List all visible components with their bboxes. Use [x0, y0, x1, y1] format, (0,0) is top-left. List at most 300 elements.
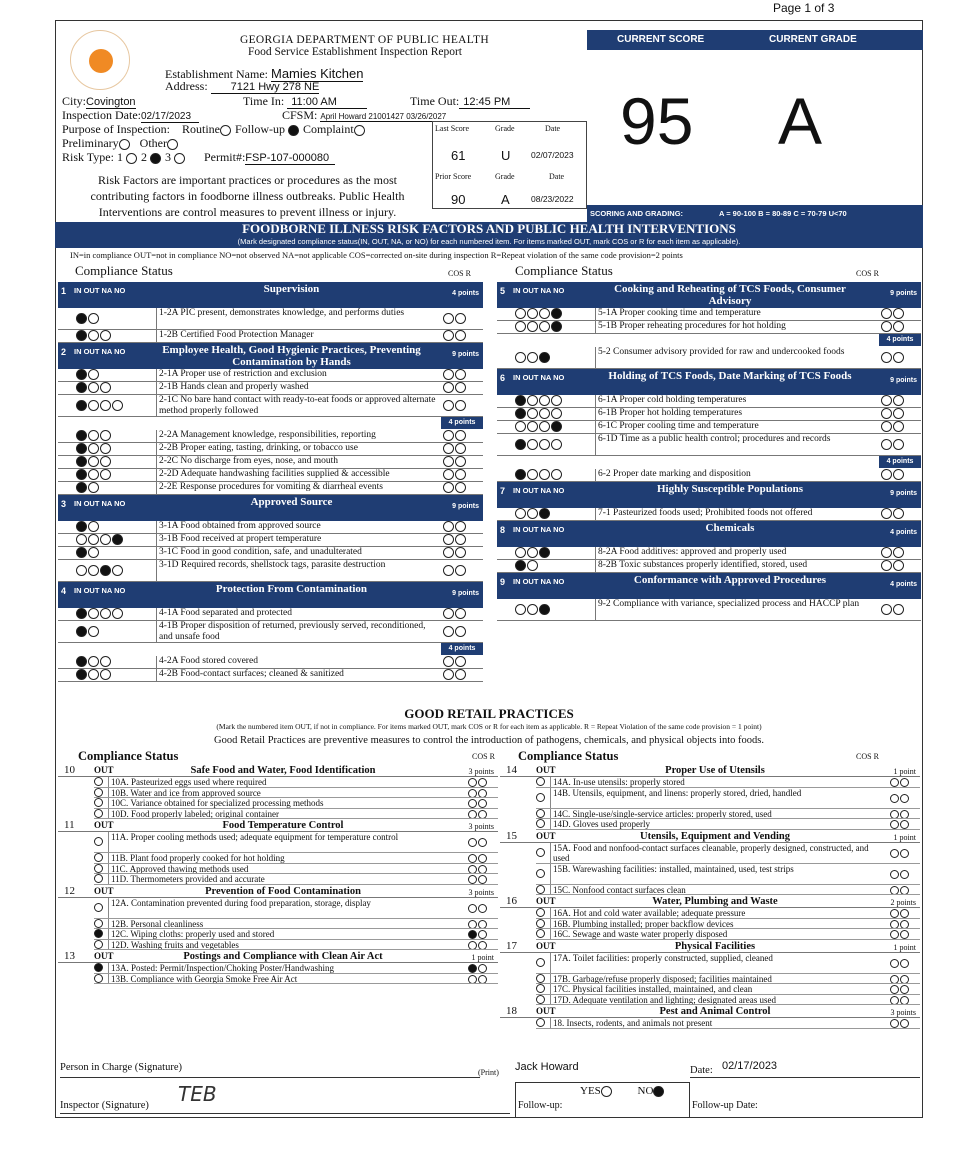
r-radio[interactable] — [900, 975, 909, 984]
status-out-radio[interactable] — [527, 395, 538, 406]
cos-r-boxes — [890, 819, 910, 829]
current-score-label: CURRENT SCORE — [617, 34, 705, 45]
cos-radio[interactable] — [890, 849, 899, 858]
r-radio[interactable] — [455, 669, 466, 680]
status-na-radio[interactable] — [539, 547, 550, 558]
cos-radio[interactable] — [890, 909, 899, 918]
status-in-radio[interactable] — [515, 352, 526, 363]
r-radio[interactable] — [900, 870, 909, 879]
status-na-radio[interactable] — [100, 330, 111, 341]
status-out-radio[interactable] — [88, 456, 99, 467]
status-out-radio[interactable] — [88, 565, 99, 576]
r-radio[interactable] — [900, 985, 909, 994]
complaint-radio[interactable] — [354, 125, 365, 136]
cos-radio[interactable] — [443, 456, 454, 467]
item-text: 5-1B Proper reheating procedures for hot holding — [595, 321, 879, 334]
out-radio[interactable] — [536, 809, 545, 818]
section-points: 9 points — [452, 503, 479, 510]
status-out-radio[interactable] — [88, 626, 99, 637]
cos-radio[interactable] — [890, 1019, 899, 1028]
status-na-radio[interactable] — [100, 443, 111, 454]
item-text: 16A. Hot and cold water available; adequate pressure — [550, 908, 870, 919]
cos-radio[interactable] — [881, 508, 892, 519]
agency-title: GEORGIA DEPARTMENT OF PUBLIC HEALTH — [240, 34, 489, 46]
cos-radio[interactable] — [443, 313, 454, 324]
r-radio[interactable] — [893, 321, 904, 332]
status-na-radio[interactable] — [539, 469, 550, 480]
status-na-radio[interactable] — [539, 508, 550, 519]
r-radio[interactable] — [893, 560, 904, 571]
r-radio[interactable] — [893, 604, 904, 615]
gr-left-item — [94, 777, 498, 788]
out-radio[interactable] — [94, 963, 103, 972]
out-radio[interactable] — [94, 919, 103, 928]
cos-radio[interactable] — [890, 886, 899, 895]
r-radio[interactable] — [478, 789, 487, 798]
status-in-radio[interactable] — [76, 369, 87, 380]
r-radio[interactable] — [478, 865, 487, 874]
good-retail-title: GOOD RETAIL PRACTICES — [404, 706, 574, 721]
status-in-radio[interactable] — [515, 469, 526, 480]
status-in-radio[interactable] — [515, 421, 526, 432]
cos-radio[interactable] — [443, 369, 454, 380]
r-radio[interactable] — [893, 469, 904, 480]
out-radio[interactable] — [94, 798, 103, 807]
status-in-radio[interactable] — [515, 395, 526, 406]
item-text: 4-2B Food-contact surfaces; cleaned & sanitized — [156, 669, 441, 682]
cos-radio[interactable] — [468, 875, 477, 884]
cos-r-boxes — [443, 547, 467, 559]
cos-radio[interactable] — [468, 799, 477, 808]
followup-no-radio[interactable] — [653, 1086, 664, 1097]
status-out-radio[interactable] — [527, 352, 538, 363]
status-in-radio[interactable] — [76, 669, 87, 680]
out-radio[interactable] — [94, 777, 103, 786]
preliminary-radio[interactable] — [119, 139, 130, 150]
status-in-radio[interactable] — [515, 308, 526, 319]
status-in-radio[interactable] — [76, 443, 87, 454]
r-radio[interactable] — [478, 838, 487, 847]
cos-radio[interactable] — [468, 975, 477, 984]
status-in-radio[interactable] — [76, 313, 87, 324]
item-text: 10D. Food properly labeled; original container — [108, 809, 448, 820]
item-text: 17C. Physical facilities installed, maintained, and clean — [550, 984, 870, 995]
cos-radio[interactable] — [890, 794, 899, 803]
cos-r-boxes — [881, 395, 905, 407]
out-radio[interactable] — [536, 819, 545, 828]
cos-radio[interactable] — [468, 904, 477, 913]
status-in-radio[interactable] — [515, 321, 526, 332]
r-radio[interactable] — [478, 941, 487, 950]
status-in-radio[interactable] — [76, 608, 87, 619]
status-na-radio[interactable] — [539, 321, 550, 332]
print-label: (Print) — [478, 1068, 499, 1077]
r-radio[interactable] — [455, 565, 466, 576]
cos-r-boxes — [443, 669, 467, 681]
status-in-radio[interactable] — [76, 400, 87, 411]
status-in-radio[interactable] — [76, 521, 87, 532]
r-radio[interactable] — [455, 469, 466, 480]
status-na-radio[interactable] — [100, 469, 111, 480]
cos-radio[interactable] — [443, 482, 454, 493]
status-no-radio[interactable] — [551, 395, 562, 406]
status-out-radio[interactable] — [88, 608, 99, 619]
status-no-radio[interactable] — [551, 469, 562, 480]
cos-radio[interactable] — [890, 920, 899, 929]
status-out-radio[interactable] — [527, 604, 538, 615]
risk-2-radio[interactable] — [150, 153, 161, 164]
status-in-radio[interactable] — [76, 469, 87, 480]
section-label: Pest and Animal Control — [659, 1006, 771, 1017]
r-radio[interactable] — [455, 456, 466, 467]
status-out-radio[interactable] — [527, 560, 538, 571]
status-no-radio[interactable] — [551, 421, 562, 432]
last-grade: U — [501, 148, 511, 163]
status-no-radio[interactable] — [112, 565, 123, 576]
status-in-radio[interactable] — [76, 430, 87, 441]
status-no-radio[interactable] — [112, 534, 123, 545]
section-points: 9 points — [452, 590, 479, 597]
status-na-radio[interactable] — [539, 408, 550, 419]
out-radio[interactable] — [536, 958, 545, 967]
date-line — [690, 1077, 920, 1078]
out-radio[interactable] — [94, 903, 103, 912]
r-radio[interactable] — [478, 975, 487, 984]
status-in-radio[interactable] — [515, 508, 526, 519]
status-out-radio[interactable] — [527, 547, 538, 558]
cos-radio[interactable] — [468, 854, 477, 863]
section-label: Protection From Contamination — [215, 583, 368, 595]
r-radio[interactable] — [900, 849, 909, 858]
r-radio[interactable] — [900, 920, 909, 929]
r-radio[interactable] — [893, 547, 904, 558]
cos-radio[interactable] — [881, 308, 892, 319]
status-out-radio[interactable] — [88, 482, 99, 493]
out-radio[interactable] — [94, 788, 103, 797]
out-radio[interactable] — [536, 919, 545, 928]
rf-right-section-5 — [497, 282, 921, 308]
cos-radio[interactable] — [890, 959, 899, 968]
cos-radio[interactable] — [443, 656, 454, 667]
gr-right-item — [536, 788, 920, 809]
cos-radio[interactable] — [468, 778, 477, 787]
item-text: 16B. Plumbing installed; proper backflow devices — [550, 919, 870, 930]
status-out-radio[interactable] — [88, 534, 99, 545]
out-radio[interactable] — [536, 885, 545, 894]
purpose-row: Purpose of Inspection: Routine Follow-up Complaint — [62, 122, 366, 137]
status-na-radio[interactable] — [539, 308, 550, 319]
status-in-radio[interactable] — [515, 439, 526, 450]
r-radio[interactable] — [900, 1019, 909, 1028]
out-radio[interactable] — [94, 809, 103, 818]
cos-radio[interactable] — [881, 421, 892, 432]
status-out-radio[interactable] — [88, 521, 99, 532]
out-radio[interactable] — [94, 837, 103, 846]
status-out-radio[interactable] — [88, 313, 99, 324]
r-radio[interactable] — [478, 854, 487, 863]
status-na-radio[interactable] — [100, 456, 111, 467]
out-radio[interactable] — [536, 929, 545, 938]
status-out-radio[interactable] — [527, 408, 538, 419]
r-radio[interactable] — [455, 400, 466, 411]
status-in-radio[interactable] — [76, 330, 87, 341]
item-text: 2-1B Hands clean and properly washed — [156, 382, 441, 395]
r-radio[interactable] — [900, 959, 909, 968]
status-no-radio[interactable] — [551, 308, 562, 319]
r-radio[interactable] — [478, 904, 487, 913]
cos-radio[interactable] — [881, 395, 892, 406]
cos-r-boxes — [443, 608, 467, 620]
r-radio[interactable] — [900, 820, 909, 829]
status-na-radio[interactable] — [100, 430, 111, 441]
r-radio[interactable] — [455, 369, 466, 380]
risk-1-radio[interactable] — [126, 153, 137, 164]
status-na-radio[interactable] — [100, 608, 111, 619]
cos-radio[interactable] — [890, 996, 899, 1005]
status-no-radio[interactable] — [551, 408, 562, 419]
r-radio[interactable] — [455, 330, 466, 341]
r-radio[interactable] — [478, 778, 487, 787]
out-radio[interactable] — [536, 869, 545, 878]
cos-radio[interactable] — [443, 626, 454, 637]
r-radio[interactable] — [900, 794, 909, 803]
r-radio[interactable] — [900, 996, 909, 1005]
cos-radio[interactable] — [443, 608, 454, 619]
cos-radio[interactable] — [881, 408, 892, 419]
cos-radio[interactable] — [443, 382, 454, 393]
cos-radio[interactable] — [881, 604, 892, 615]
r-radio[interactable] — [893, 408, 904, 419]
status-in-radio[interactable] — [76, 547, 87, 558]
status-in-radio[interactable] — [515, 560, 526, 571]
cos-radio[interactable] — [443, 547, 454, 558]
section-number: 8 — [500, 525, 506, 535]
out-radio[interactable] — [94, 940, 103, 949]
cos-radio[interactable] — [890, 820, 899, 829]
out-radio[interactable] — [536, 984, 545, 993]
status-in-radio[interactable] — [76, 656, 87, 667]
out-radio[interactable] — [536, 974, 545, 983]
item-text: 5-2 Consumer advisory provided for raw and undercooked foods — [595, 347, 879, 369]
status-no-radio[interactable] — [551, 321, 562, 332]
item-text: 3-1D Required records, shellstock tags, parasite destruction — [156, 560, 441, 582]
out-radio[interactable] — [94, 974, 103, 983]
status-out-radio[interactable] — [527, 308, 538, 319]
out-radio[interactable] — [536, 908, 545, 917]
gr-left-item — [94, 963, 498, 974]
status-out-radio[interactable] — [527, 439, 538, 450]
r-radio[interactable] — [455, 534, 466, 545]
out-label: OUT — [536, 830, 556, 841]
status-na-radio[interactable] — [539, 604, 550, 615]
r-radio[interactable] — [893, 395, 904, 406]
status-out-radio[interactable] — [88, 400, 99, 411]
out-radio[interactable] — [94, 929, 103, 938]
status-na-radio[interactable] — [100, 400, 111, 411]
r-radio[interactable] — [478, 810, 487, 819]
cos-radio[interactable] — [443, 400, 454, 411]
out-radio[interactable] — [94, 864, 103, 873]
status-in-radio[interactable] — [76, 565, 87, 576]
r-radio[interactable] — [893, 421, 904, 432]
other-radio[interactable] — [167, 139, 178, 150]
r-radio[interactable] — [455, 313, 466, 324]
section-number: 16 — [506, 895, 517, 907]
status-na-radio[interactable] — [100, 669, 111, 680]
status-na-radio[interactable] — [539, 421, 550, 432]
status-na-radio[interactable] — [100, 565, 111, 576]
cos-radio[interactable] — [468, 810, 477, 819]
followup-yes-radio[interactable] — [601, 1086, 612, 1097]
cos-radio[interactable] — [890, 975, 899, 984]
status-out-radio[interactable] — [527, 508, 538, 519]
status-in-radio[interactable] — [515, 408, 526, 419]
r-radio[interactable] — [455, 626, 466, 637]
out-radio[interactable] — [536, 1018, 545, 1027]
cos-radio[interactable] — [468, 941, 477, 950]
cos-radio[interactable] — [468, 838, 477, 847]
cos-radio[interactable] — [890, 930, 899, 939]
out-radio[interactable] — [536, 793, 545, 802]
r-radio[interactable] — [455, 382, 466, 393]
r-radio[interactable] — [455, 521, 466, 532]
cos-radio[interactable] — [443, 521, 454, 532]
cos-radio[interactable] — [890, 778, 899, 787]
r-radio[interactable] — [900, 778, 909, 787]
status-na-radio[interactable] — [539, 352, 550, 363]
cos-radio[interactable] — [881, 352, 892, 363]
out-radio[interactable] — [536, 777, 545, 786]
cos-radio[interactable] — [443, 534, 454, 545]
cos-radio[interactable] — [443, 330, 454, 341]
r-radio[interactable] — [478, 875, 487, 884]
status-na-radio[interactable] — [539, 395, 550, 406]
section-number: 9 — [500, 577, 506, 587]
gr-left-section-10 — [58, 764, 498, 777]
gr-right-section-17 — [500, 940, 920, 953]
item-text: 11B. Plant food properly cooked for hot holding — [108, 853, 448, 864]
cos-radio[interactable] — [468, 789, 477, 798]
r-radio[interactable] — [455, 547, 466, 558]
cos-radio[interactable] — [881, 321, 892, 332]
r-radio[interactable] — [893, 508, 904, 519]
r-radio[interactable] — [893, 439, 904, 450]
cos-radio[interactable] — [881, 439, 892, 450]
status-in-radio[interactable] — [76, 382, 87, 393]
status-out-radio[interactable] — [88, 656, 99, 667]
r-radio[interactable] — [478, 920, 487, 929]
cos-radio[interactable] — [443, 469, 454, 480]
status-no-radio[interactable] — [551, 439, 562, 450]
r-radio[interactable] — [478, 930, 487, 939]
status-out-radio[interactable] — [527, 421, 538, 432]
cos-r-boxes — [890, 958, 910, 968]
cos-r-boxes — [890, 995, 910, 1005]
cos-radio[interactable] — [890, 870, 899, 879]
r-radio[interactable] — [900, 886, 909, 895]
gr-right-item — [536, 984, 920, 995]
status-out-radio[interactable] — [88, 369, 99, 380]
r-radio[interactable] — [455, 430, 466, 441]
status-na-radio[interactable] — [539, 439, 550, 450]
r-radio[interactable] — [478, 799, 487, 808]
status-no-radio[interactable] — [112, 608, 123, 619]
status-circles — [515, 395, 595, 407]
cos-r-boxes — [468, 940, 488, 950]
r-radio[interactable] — [900, 930, 909, 939]
status-in-radio[interactable] — [76, 482, 87, 493]
last-grade-label: Grade — [495, 124, 515, 133]
cos-radio[interactable] — [881, 469, 892, 480]
r-radio[interactable] — [455, 608, 466, 619]
status-in-radio[interactable] — [515, 604, 526, 615]
r-radio[interactable] — [893, 308, 904, 319]
cos-r-boxes — [468, 919, 488, 929]
out-radio[interactable] — [94, 874, 103, 883]
gr-right-item — [536, 974, 920, 985]
cos-radio[interactable] — [890, 985, 899, 994]
r-radio[interactable] — [455, 482, 466, 493]
r-radio[interactable] — [900, 909, 909, 918]
cos-radio[interactable] — [468, 865, 477, 874]
status-no-radio[interactable] — [112, 400, 123, 411]
rf-right-item — [497, 408, 921, 421]
status-in-radio[interactable] — [515, 547, 526, 558]
status-in-radio[interactable] — [76, 456, 87, 467]
status-out-radio[interactable] — [527, 469, 538, 480]
rf-left-item — [58, 443, 483, 456]
status-out-radio[interactable] — [88, 382, 99, 393]
cos-radio[interactable] — [468, 920, 477, 929]
r-radio[interactable] — [478, 964, 487, 973]
status-out-radio[interactable] — [88, 547, 99, 558]
status-circles — [76, 669, 156, 681]
cos-radio[interactable] — [881, 547, 892, 558]
status-na-radio[interactable] — [100, 382, 111, 393]
status-out-radio[interactable] — [88, 669, 99, 680]
risk-3-radio[interactable] — [174, 153, 185, 164]
out-radio[interactable] — [536, 995, 545, 1004]
cos-radio[interactable] — [881, 560, 892, 571]
cos-radio[interactable] — [890, 810, 899, 819]
gr-left-item — [94, 864, 498, 875]
cos-radio[interactable] — [443, 443, 454, 454]
followup-radio[interactable] — [288, 125, 299, 136]
status-in-radio[interactable] — [76, 534, 87, 545]
cos-radio[interactable] — [468, 964, 477, 973]
cos-radio[interactable] — [443, 669, 454, 680]
out-radio[interactable] — [94, 853, 103, 862]
status-na-radio[interactable] — [100, 656, 111, 667]
cos-r-boxes — [468, 798, 488, 808]
status-out-radio[interactable] — [88, 469, 99, 480]
r-radio[interactable] — [455, 443, 466, 454]
out-radio[interactable] — [536, 848, 545, 857]
status-out-radio[interactable] — [88, 330, 99, 341]
cos-radio[interactable] — [468, 930, 477, 939]
status-out-radio[interactable] — [88, 430, 99, 441]
status-out-radio[interactable] — [88, 443, 99, 454]
cos-radio[interactable] — [443, 565, 454, 576]
status-na-radio[interactable] — [100, 534, 111, 545]
r-radio[interactable] — [455, 656, 466, 667]
r-radio[interactable] — [893, 352, 904, 363]
status-in-radio[interactable] — [76, 626, 87, 637]
routine-radio[interactable] — [220, 125, 231, 136]
status-out-radio[interactable] — [527, 321, 538, 332]
r-radio[interactable] — [900, 810, 909, 819]
cos-radio[interactable] — [443, 430, 454, 441]
